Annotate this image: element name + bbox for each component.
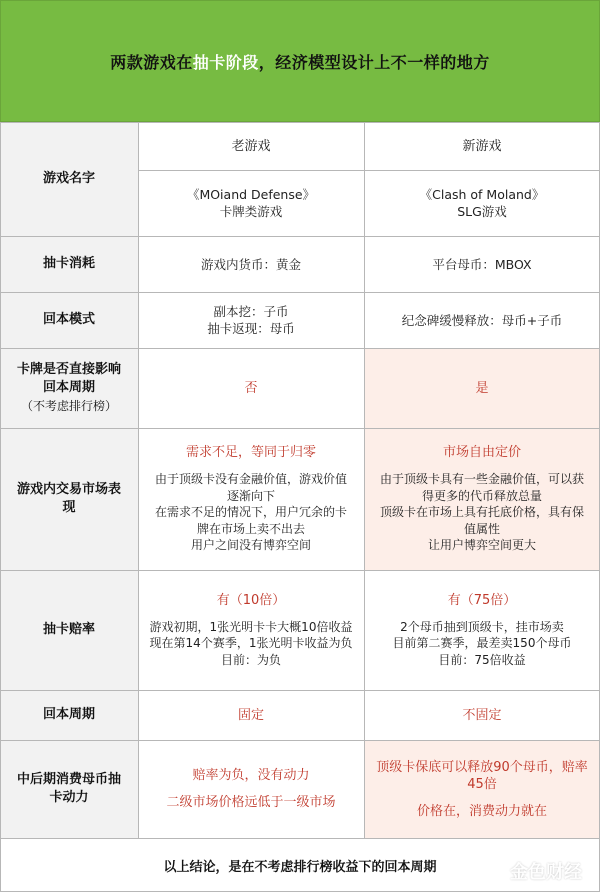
grid-line [0, 292, 600, 293]
cell-text: 由于顶级卡没有金融价值，游戏价值 [154, 472, 347, 487]
grid-line [0, 838, 600, 839]
cell-text: 纪念碑缓慢释放：母币+子币 [401, 312, 563, 328]
label-text: 抽卡赔率 [42, 622, 95, 637]
name-old [138, 170, 364, 236]
cell-text: 不固定 [462, 707, 502, 723]
cell-text: 顶级卡在市场上具有托底价格，具有保 [379, 505, 584, 520]
cell-text: 价格在，消费动力就在 [416, 803, 547, 819]
cell-text: 2个母币抽到顶级卡，挂市场卖 [400, 619, 564, 634]
watermark [482, 858, 582, 884]
name-new [364, 170, 600, 236]
label-text: 回本模式 [42, 312, 95, 327]
cell-text: 否 [244, 380, 258, 396]
market-new [364, 428, 600, 570]
grid-line [0, 348, 600, 349]
row-label-odds [0, 570, 138, 690]
odds-old [138, 570, 364, 690]
odds-new [364, 570, 600, 690]
header-old [138, 122, 364, 170]
cell-text: 在需求不足的情况下，用户冗余的卡 [154, 505, 347, 520]
cell-text: 是 [475, 380, 489, 396]
payback-old [138, 292, 364, 348]
cell-text: 值属性 [463, 521, 500, 536]
grid-line [0, 236, 600, 237]
footer-text: 以上结论，是在不考虑排行榜收益下的回本周期 [163, 859, 437, 875]
cell-text: 游戏内货币：黄金 [200, 256, 301, 272]
label-text: （不考虑排行榜） [20, 399, 117, 413]
label-text: 游戏名字 [42, 171, 95, 186]
label-text: 卡牌是否直接影响 [16, 362, 121, 377]
cell-text: 赔率为负，没有动力 [192, 768, 310, 783]
cell-text: 老游戏 [231, 138, 271, 154]
row-label-cost [0, 236, 138, 292]
cell-text: 由于顶级卡具有一些金融价值，可以获 [379, 472, 584, 487]
row-label-affect [0, 348, 138, 428]
grid-line [138, 170, 600, 171]
affect-old [138, 348, 364, 428]
label-text: 现 [62, 500, 76, 515]
cell-text: 卡牌类游戏 [219, 204, 283, 219]
cell-head: 有（75倍） [447, 592, 517, 608]
cell-text: 牌在市场上卖不出去 [196, 521, 305, 536]
title-bar [0, 0, 600, 122]
cell-text: 得更多的代币释放总量 [421, 488, 542, 503]
cell-text: 逐渐向下 [226, 488, 275, 503]
grid-line [138, 122, 139, 838]
row-label-market [0, 428, 138, 570]
label-text: 中后期消费母币抽 [16, 772, 121, 787]
cell-text: 副本挖：子币 [213, 304, 289, 319]
cell-text: 顶级卡保底可以释放90个母币，赔率 [376, 759, 588, 775]
cell-text: 让用户博弈空间更大 [427, 538, 536, 553]
row-label-payback [0, 292, 138, 348]
cell-text: 目前：为负 [220, 652, 281, 667]
payback-new [364, 292, 600, 348]
cell-text: 用户之间没有博弈空间 [190, 538, 311, 553]
cell-text: 抽卡返现：母币 [207, 321, 295, 336]
cost-new [364, 236, 600, 292]
cell-text: 《MOiand Defense》 [186, 187, 316, 202]
market-old [138, 428, 364, 570]
cell-head: 有（10倍） [216, 592, 286, 608]
label-text: 抽卡消耗 [42, 256, 95, 271]
motive-new [364, 740, 600, 838]
watermark-logo-icon [482, 860, 504, 882]
cost-old [138, 236, 364, 292]
cell-head: 市场自由定价 [442, 445, 521, 461]
title-part: ，经济模型设计上不一样的地方 [258, 52, 490, 72]
grid-line [0, 570, 600, 571]
cell-text: 《Clash of Moland》 [419, 187, 545, 202]
watermark-text: 金色财经 [510, 862, 582, 883]
grid-line [0, 428, 600, 429]
grid-line [0, 122, 1, 892]
cell-text: 游戏初期，1张光明卡卡大概10倍收益 [149, 619, 353, 634]
motive-old [138, 740, 364, 838]
period-new [364, 690, 600, 740]
cell-text: 45倍 [467, 776, 497, 792]
page-title [110, 50, 490, 73]
label-text: 游戏内交易市场表 [16, 482, 121, 497]
cell-head: 需求不足，等同于归零 [185, 445, 316, 461]
row-label-period [0, 690, 138, 740]
title-part: 两款游戏在 [110, 52, 193, 72]
label-text: 卡动力 [49, 790, 89, 805]
row-label-name [0, 122, 138, 236]
cell-text: 二级市场价格远低于一级市场 [166, 795, 336, 810]
cell-text: 平台母币：MBOX [432, 256, 532, 272]
cell-text: 新游戏 [462, 138, 502, 154]
label-text: 回本周期 [42, 707, 95, 722]
header-new [364, 122, 600, 170]
row-label-motive [0, 740, 138, 838]
grid-line [0, 740, 600, 741]
grid-line [0, 122, 600, 123]
affect-new [364, 348, 600, 428]
cell-text: 现在第14个赛季，1张光明卡收益为负 [149, 636, 353, 651]
cell-text: 目前：75倍收益 [438, 652, 526, 667]
label-text: 回本周期 [42, 380, 95, 395]
cell-text: 目前第二赛季，最差卖150个母币 [392, 636, 572, 651]
title-highlight: 抽卡阶段 [192, 52, 259, 72]
cell-text: SLG游戏 [457, 204, 507, 219]
grid-line [0, 690, 600, 691]
cell-text: 固定 [237, 707, 264, 723]
period-old [138, 690, 364, 740]
grid-line [364, 122, 365, 838]
